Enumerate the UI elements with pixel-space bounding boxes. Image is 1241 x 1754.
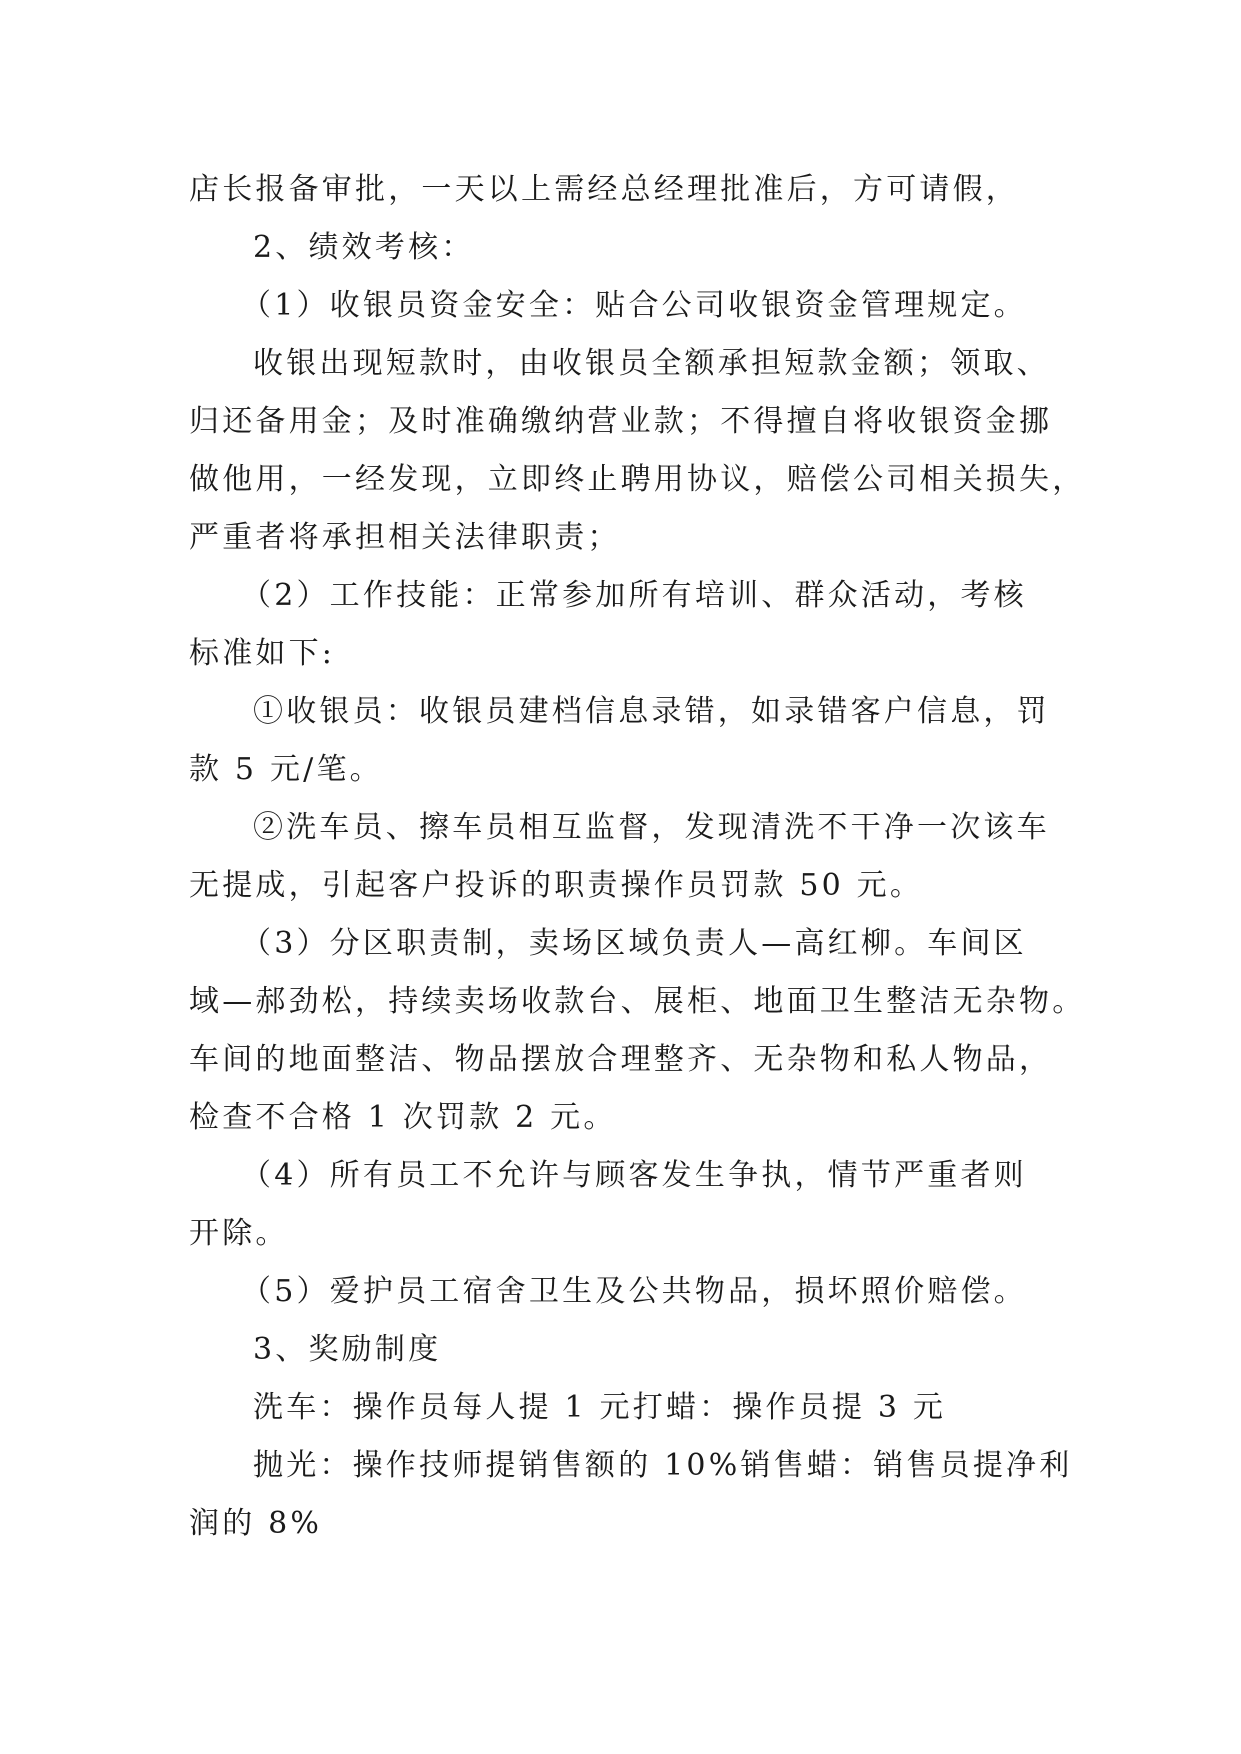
section-heading: 2、绩效考核： bbox=[253, 230, 475, 265]
text-line: 款 5 元/笔。 bbox=[189, 752, 383, 787]
text-line: 域—郝劲松，持续卖场收款台、展柜、地面卫生整洁无杂物。 bbox=[189, 984, 1086, 1019]
text-line: 润的 8% bbox=[189, 1506, 323, 1541]
text-line: ②洗车员、擦车员相互监督，发现清洗不干净一次该车 bbox=[253, 810, 1050, 845]
text-line: （4）所有员工不允许与顾客发生争执，情节严重者则 bbox=[241, 1158, 1027, 1193]
text-line: 无提成，引起客户投诉的职责操作员罚款 50 元。 bbox=[189, 868, 924, 903]
text-line: （1）收银员资金安全：贴合公司收银资金管理规定。 bbox=[241, 288, 1027, 323]
text-line: 标准如下: bbox=[189, 636, 336, 671]
text-line: 店长报备审批，一天以上需经总经理批准后，方可请假， bbox=[189, 172, 1019, 207]
text-line: （2）工作技能：正常参加所有培训、群众活动，考核 bbox=[241, 578, 1027, 613]
text-line: 检查不合格 1 次罚款 2 元。 bbox=[189, 1100, 617, 1135]
text-line: 严重者将承担相关法律职责； bbox=[189, 520, 621, 555]
text-line: （3）分区职责制，卖场区域负责人—高红柳。车间区 bbox=[241, 926, 1027, 961]
text-line: 归还备用金；及时准确缴纳营业款；不得擅自将收银资金挪 bbox=[189, 404, 1053, 439]
text-line: 车间的地面整洁、物品摆放合理整齐、无杂物和私人物品， bbox=[189, 1042, 1053, 1077]
text-line: 做他用，一经发现，立即终止聘用协议，赔偿公司相关损失， bbox=[189, 462, 1086, 497]
text-line: 开除。 bbox=[189, 1216, 289, 1251]
section-heading: 3、奖励制度 bbox=[253, 1332, 442, 1367]
text-line: 洗车：操作员每人提 1 元打蜡：操作员提 3 元 bbox=[253, 1390, 947, 1425]
text-line: （5）爱护员工宿舍卫生及公共物品，损坏照价赔偿。 bbox=[241, 1274, 1027, 1309]
text-line: 收银出现短款时，由收银员全额承担短款金额；领取、 bbox=[253, 346, 1050, 381]
document-body bbox=[189, 161, 1086, 1553]
text-line: 抛光：操作技师提销售额的 10%销售蜡：销售员提净利 bbox=[253, 1448, 1073, 1483]
text-line: ①收银员：收银员建档信息录错，如录错客户信息，罚 bbox=[253, 694, 1050, 729]
